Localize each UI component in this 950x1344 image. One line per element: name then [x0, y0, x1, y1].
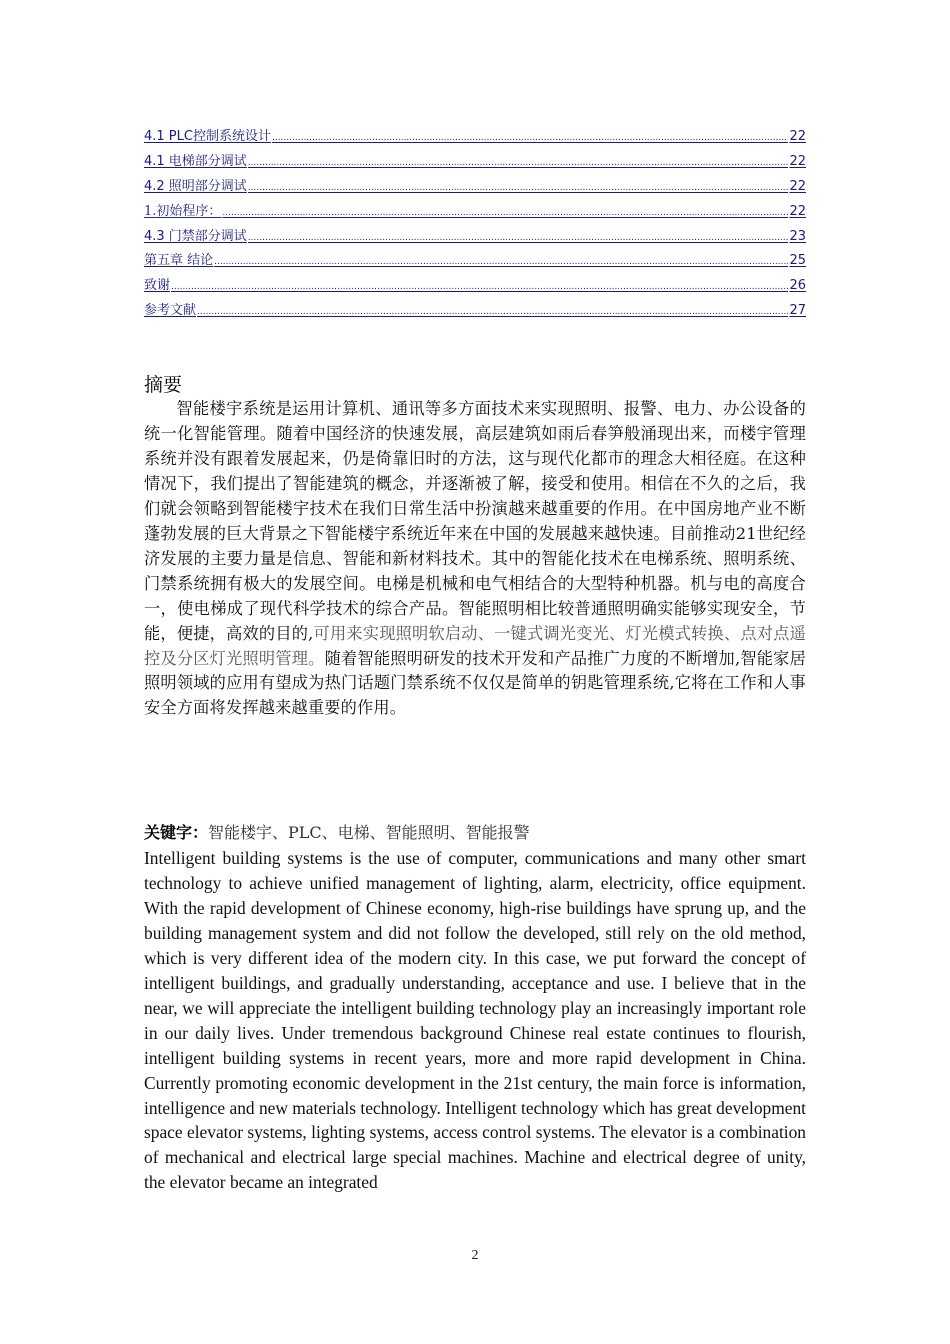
- toc-dot-leader: [272, 128, 788, 148]
- toc-entry-page: 22: [789, 178, 806, 194]
- toc-entry-label: 参考文献: [144, 303, 197, 319]
- keywords-line: [144, 821, 806, 845]
- toc-entry-page: 23: [789, 228, 806, 244]
- toc-dot-leader: [222, 203, 788, 223]
- toc-entry-label: 4.1 电梯部分调试: [144, 153, 247, 169]
- toc-entry-label: 1.初始程序：: [144, 203, 222, 219]
- abstract-text-part2: 随着智能照明研发的技术开发和产品推广力度的不断增加,智能家居照明领域的应用有望成为热门话题门禁系统不仅仅是简单的钥匙管理系统,它将在工作和人事安全方面将发挥越来越重要的作用。: [144, 648, 806, 718]
- toc-entry-chapter5-conclusion[interactable]: [144, 251, 806, 276]
- toc-entry-label: 4.2 照明部分调试: [144, 178, 247, 194]
- english-abstract-paragraph: Intelligent building systems is the use of computer, communications and many other smart technology to achieve unified management of lighting, alarm, electricity, office equipment. With the rapid development of Chinese economy, high-rise buildings have sprung up, and the building management system and did not follow the developed, still rely on the old method, which is very different idea of the modern city. In this case, we put forward the concept of intelligent buildings, and gradually understanding, acceptance and use. I believe that in the near, we will appreciate the intelligent building technology play an increasingly important role in our daily lives. Under tremendous background Chinese real estate continues to flourish, intelligent building systems in recent years, more and more rapid development in China. Currently promoting economic development in the 21st century, the main force is information, intelligence and new materials technology. Intelligent technology which has great development space elevator systems, lighting systems, access control systems. The elevator is a combination of mechanical and electrical large special machines. Machine and electrical degree of unity, the elevator became an integrated: [144, 848, 806, 1193]
- toc-entry-page: 22: [789, 153, 806, 169]
- toc-dot-leader: [197, 302, 788, 322]
- abstract-text-grey: 可用来实现照明软启动、一键式调光变光、灯光模式转换、点对点遥控及分区灯光照明管理。: [144, 623, 806, 668]
- toc-entry-page: 22: [789, 203, 806, 219]
- keywords-values: 智能楼宇、PLC、电梯、智能照明、智能报警: [208, 823, 530, 842]
- toc-dot-leader: [248, 178, 789, 198]
- toc-entry-page: 26: [789, 278, 806, 294]
- toc-entry-initial-program[interactable]: [144, 202, 806, 227]
- toc-dot-leader: [214, 252, 788, 272]
- toc-entry-label: 致谢: [144, 278, 171, 294]
- page-number: 2: [471, 1248, 479, 1263]
- keywords-label: 关键字：: [144, 823, 209, 842]
- toc-entry-plc-design[interactable]: [144, 127, 806, 152]
- toc-entry-page: 25: [789, 253, 806, 269]
- toc-entry-elevator-debug[interactable]: [144, 152, 806, 177]
- toc-entry-label: 4.1 PLC控制系统设计: [144, 129, 271, 144]
- abstract-text-part1: 智能楼宇系统是运用计算机、通讯等多方面技术来实现照明、报警、电力、办公设备的统一化智能管理。随着中国经济的快速发展，高层建筑如雨后春笋般涌现出来，而楼宇管理系统并没有跟着发展起来，仍是倚靠旧时的方法，这与现代化都市的理念大相径庭。在这种情况下，我们提出了智能建筑的概念，并逐渐被了解，接受和使用。相信在不久的之后，我们就会领略到智能楼宇技术在我们日常生活中扮演越来越重要的作用。在中国房地产业不断蓬勃发展的巨大背景之下智能楼宇系统近年来在中国的发展越来越快速。目前推动21世纪经济发展的主要力量是信息、智能和新材料技术。其中的智能化技术在电梯系统、照明系统、门禁系统拥有极大的发展空间。电梯是机械和电气相结合的大型特种机器。机与电的高度合一，使电梯成了现代科学技术的综合产品。智能照明相比较普通照明确实能够实现安全，节能，便捷，高效的目的,: [144, 399, 806, 643]
- toc-entry-label: 4.3 门禁部分调试: [144, 228, 247, 244]
- toc-entry-page: 22: [789, 129, 806, 144]
- toc-entry-references[interactable]: [144, 301, 806, 326]
- toc-dot-leader: [248, 228, 789, 248]
- toc-entry-access-control-debug[interactable]: [144, 227, 806, 252]
- table-of-contents: [144, 127, 806, 326]
- toc-entry-label: 第五章 结论: [144, 253, 214, 269]
- toc-dot-leader: [248, 153, 789, 173]
- toc-entry-acknowledgements[interactable]: [144, 276, 806, 301]
- toc-entry-lighting-debug[interactable]: [144, 177, 806, 202]
- abstract-paragraph: [144, 397, 806, 721]
- toc-entry-page: 27: [789, 303, 806, 319]
- toc-dot-leader: [171, 277, 788, 297]
- abstract-heading: 摘要: [144, 374, 183, 396]
